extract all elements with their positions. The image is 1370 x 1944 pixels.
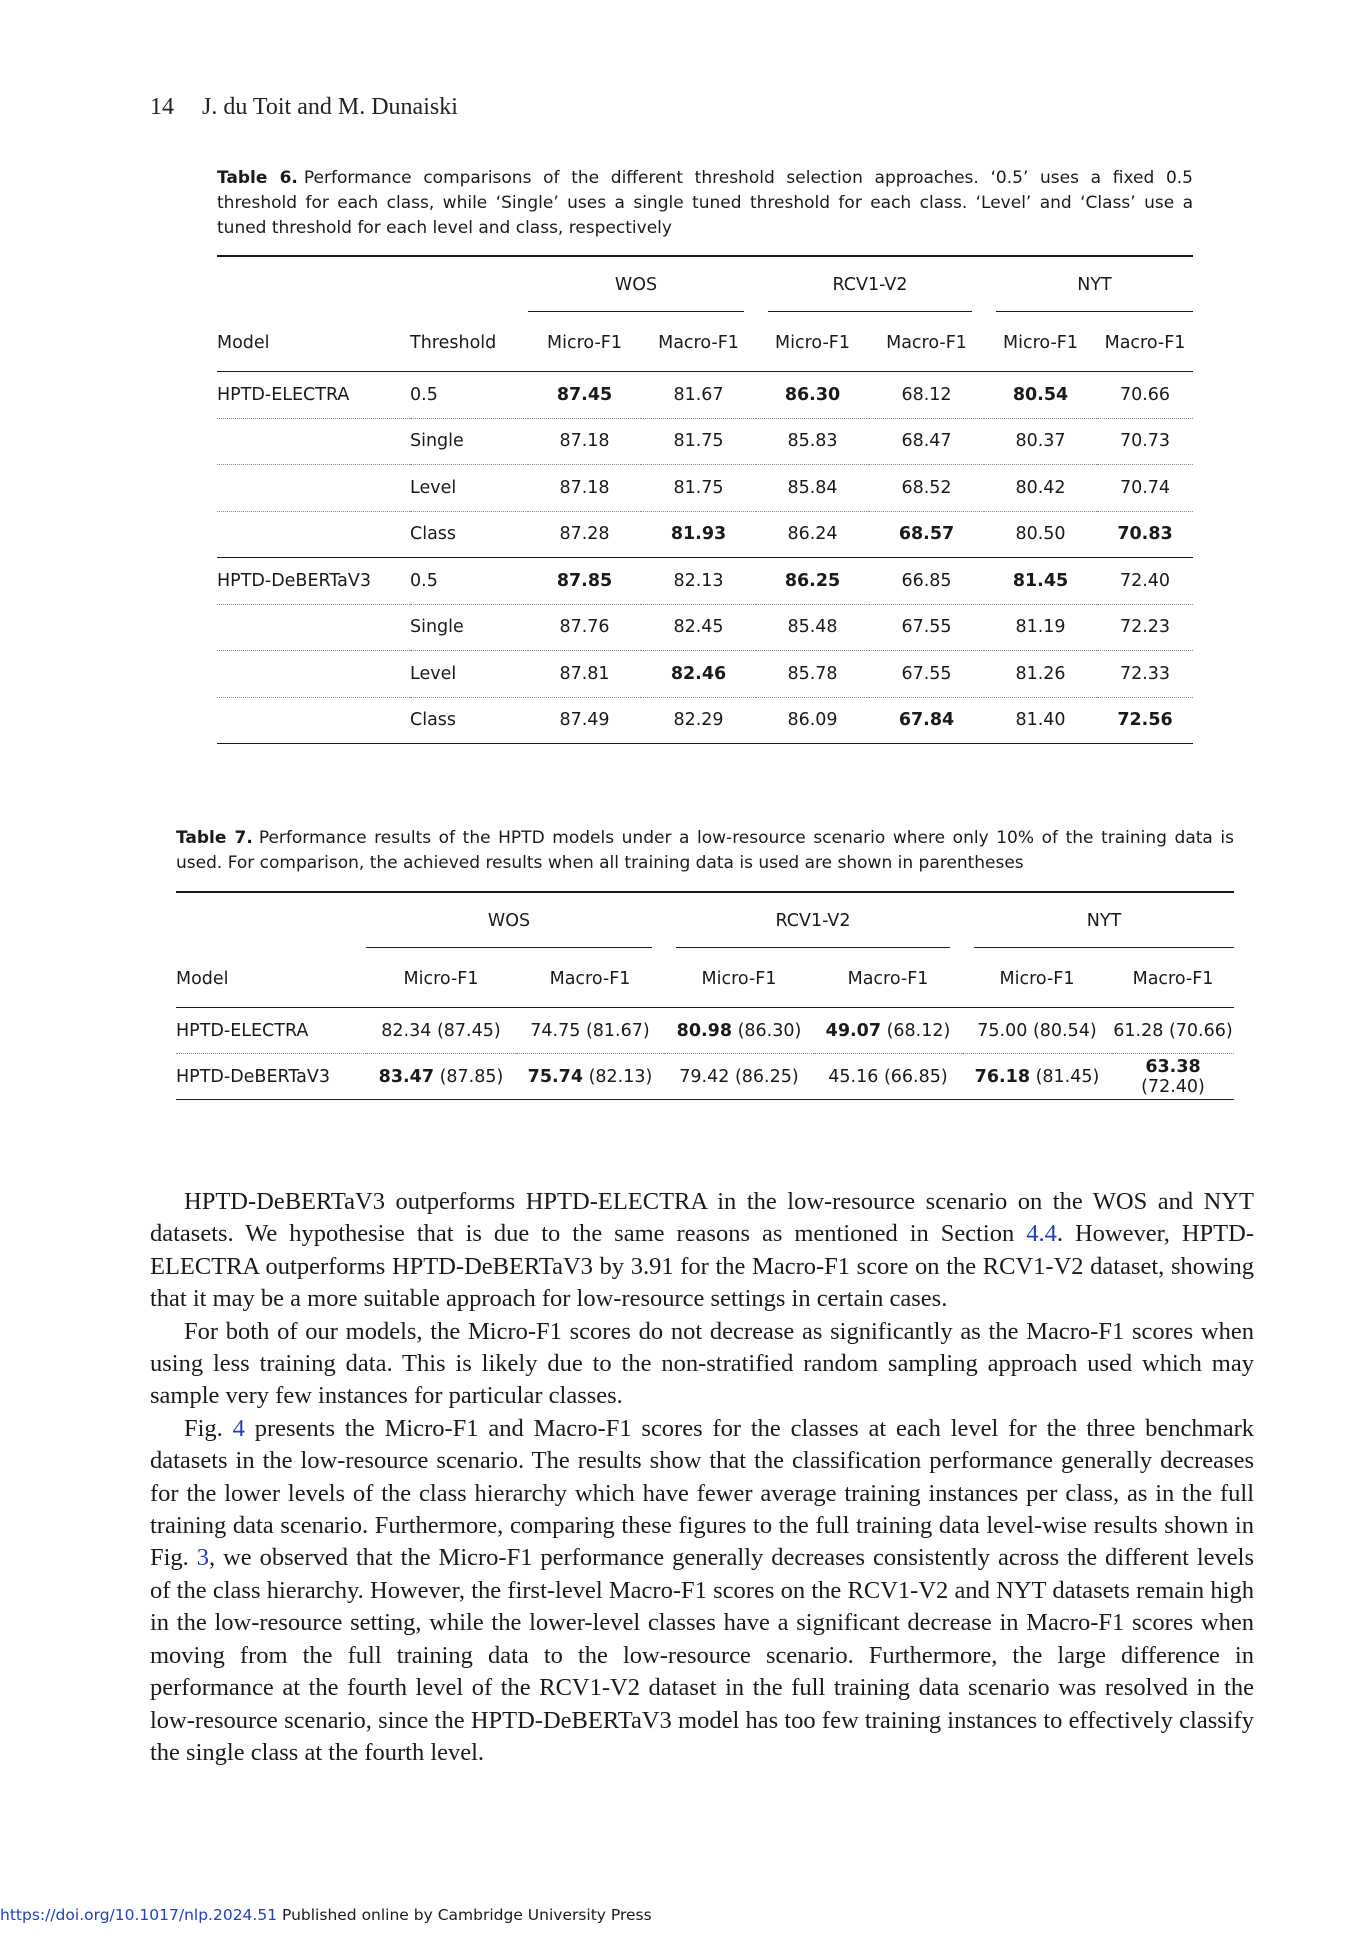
section-ref-link[interactable]: 4.4 <box>1026 1220 1057 1248</box>
table-cell-value: 80.42 <box>984 465 1097 512</box>
table-cell-value: 61.28 (70.66) <box>1112 1008 1234 1054</box>
table-cell-value: 70.83 <box>1097 511 1193 558</box>
table-cell-model: HPTD-ELECTRA <box>176 1008 366 1054</box>
table-cell-value: 81.75 <box>641 465 756 512</box>
table6-caption-text: Performance comparisons of the different threshold selection approaches. ‘0.5’ uses a fixed 0.5 threshold for each class, while ‘Single’ uses a single tuned threshold for each class. ‘Level’ and ‘Class’ use a tuned threshold for each level and class, respectively <box>217 168 1193 238</box>
table7-group-wos: WOS <box>366 911 652 948</box>
table7-col-metric: Macro-F1 <box>1112 951 1234 1008</box>
paragraph: HPTD-DeBERTaV3 outperforms HPTD-ELECTRA in the low-resource scenario on the WOS and NYT datasets. We hypothesise that is due to the same reasons as mentioned in Section 4.4. However, HPTD-ELECTRA outperforms HPTD-DeBERTaV3 by 3.91 for the Macro-F1 score on the RCV1-V2 dataset, showing that it may be a more suitable approach for low-resource settings in certain cases. <box>150 1188 1254 1313</box>
table-cell-value: 86.24 <box>756 511 869 558</box>
figure-ref-link[interactable]: 3 <box>196 1544 210 1572</box>
table-cell-value: 86.25 <box>756 558 869 605</box>
table-cell-value: 87.85 <box>528 558 641 605</box>
table-cell-value: 86.30 <box>756 372 869 419</box>
table-cell-value: 70.73 <box>1097 418 1193 465</box>
table-cell-threshold: Level <box>410 465 528 512</box>
table-row <box>217 604 1193 651</box>
table-cell-value: 82.13 <box>641 558 756 605</box>
table-cell-value: 72.23 <box>1097 604 1193 651</box>
table-row <box>217 511 1193 558</box>
footer <box>0 1906 652 1924</box>
table-cell-threshold: Single <box>410 604 528 651</box>
table-cell-value: 79.42 (86.25) <box>664 1054 814 1100</box>
table-cell-value: 67.55 <box>869 651 984 698</box>
table-cell-value: 86.09 <box>756 697 869 744</box>
table6-label: Table 6. <box>217 168 298 188</box>
figure-ref-link[interactable]: 4 <box>232 1414 245 1442</box>
table-cell-value: 75.00 (80.54) <box>962 1008 1112 1054</box>
table-cell-value: 85.83 <box>756 418 869 465</box>
table-cell-model <box>217 697 410 744</box>
table-cell-value: 72.33 <box>1097 651 1193 698</box>
table6-group-nyt: NYT <box>996 275 1193 312</box>
table-cell-threshold: Class <box>410 697 528 744</box>
paragraph: Fig. 4 presents the Micro-F1 and Macro-F1 scores for the classes at each level for the three benchmark datasets in the low-resource scenario. The results show that the classification performance generally decreases for the lower levels of the class hierarchy which have fewer average training instances per class, as in the full training data scenario. Furthermore, comparing these figures to the full training data level-wise results shown in Fig. 3, we observed that the Micro-F1 performance generally decreases consistently across the different levels of the class hierarchy. However, the first-level Macro-F1 scores on the RCV1-V2 and NYT datasets remain high in the low-resource setting, while the lower-level classes have a significant decrease in Macro-F1 scores when moving from the full training data to the low-resource scenario. Furthermore, the large difference in performance at the fourth level of the RCV1-V2 dataset in the full training data scenario was resolved in the low-resource scenario, since the HPTD-DeBERTaV3 model has too few training instances to effectively classify the single class at the fourth level. <box>150 1414 1255 1766</box>
table-cell-threshold: 0.5 <box>410 372 528 419</box>
table-cell-threshold: Level <box>410 651 528 698</box>
table-cell-threshold: Single <box>410 418 528 465</box>
table-cell-value: 82.34 (87.45) <box>366 1008 516 1054</box>
table6-col-metric: Micro-F1 <box>528 315 641 372</box>
table-row <box>217 465 1193 512</box>
table7-group-rcv1: RCV1-V2 <box>676 911 950 948</box>
table-row <box>217 418 1193 465</box>
table-cell-value: 70.74 <box>1097 465 1193 512</box>
table7-col-metric: Micro-F1 <box>366 951 516 1008</box>
table6-group-rcv1: RCV1-V2 <box>768 275 972 312</box>
table-cell-value: 68.47 <box>869 418 984 465</box>
table-cell-model: HPTD-DeBERTaV3 <box>176 1054 366 1100</box>
table-row <box>176 1054 1234 1100</box>
table-cell-threshold: 0.5 <box>410 558 528 605</box>
table-row <box>217 651 1193 698</box>
table-cell-value: 72.56 <box>1097 697 1193 744</box>
table-row <box>217 372 1193 419</box>
table7-group-nyt: NYT <box>974 911 1234 948</box>
table-cell-value: 70.66 <box>1097 372 1193 419</box>
table-cell-value: 81.93 <box>641 511 756 558</box>
table-cell-model <box>217 511 410 558</box>
table-cell-model <box>217 651 410 698</box>
table7-col-metric: Micro-F1 <box>664 951 814 1008</box>
table-cell-value: 75.74 (82.13) <box>516 1054 664 1100</box>
table-cell-model <box>217 465 410 512</box>
table-cell-value: 87.81 <box>528 651 641 698</box>
table-cell-value: 74.75 (81.67) <box>516 1008 664 1054</box>
table-cell-value: 82.45 <box>641 604 756 651</box>
table-cell-threshold: Class <box>410 511 528 558</box>
table7-col-metric: Micro-F1 <box>962 951 1112 1008</box>
table6-col-metric: Macro-F1 <box>869 315 984 372</box>
table-cell-value: 63.38 (72.40) <box>1112 1054 1234 1100</box>
table-cell-value: 72.40 <box>1097 558 1193 605</box>
table-cell-value: 87.18 <box>528 465 641 512</box>
table-cell-value: 81.26 <box>984 651 1097 698</box>
table6-col-metric: Macro-F1 <box>1097 315 1193 372</box>
table-cell-value: 83.47 (87.85) <box>366 1054 516 1100</box>
table6-col-threshold: Threshold <box>410 315 528 372</box>
table-cell-value: 82.46 <box>641 651 756 698</box>
running-head <box>150 94 458 121</box>
table-cell-value: 87.49 <box>528 697 641 744</box>
table-cell-model: HPTD-DeBERTaV3 <box>217 558 410 605</box>
table7-col-metric: Macro-F1 <box>814 951 962 1008</box>
table-cell-value: 76.18 (81.45) <box>962 1054 1112 1100</box>
table-cell-value: 81.40 <box>984 697 1097 744</box>
table-cell-value: 81.19 <box>984 604 1097 651</box>
table-cell-model <box>217 418 410 465</box>
table-cell-value: 85.48 <box>756 604 869 651</box>
table-cell-value: 87.18 <box>528 418 641 465</box>
table-cell-value: 87.28 <box>528 511 641 558</box>
running-head-authors: J. du Toit and M. Dunaiski <box>202 94 458 120</box>
table-cell-value: 67.55 <box>869 604 984 651</box>
table-cell-value: 49.07 (68.12) <box>814 1008 962 1054</box>
table-cell-value: 45.16 (66.85) <box>814 1054 962 1100</box>
table-row <box>217 558 1193 605</box>
table-cell-value: 80.98 (86.30) <box>664 1008 814 1054</box>
table-cell-value: 87.76 <box>528 604 641 651</box>
table6-col-model: Model <box>217 315 410 372</box>
table-cell-value: 68.52 <box>869 465 984 512</box>
table7 <box>176 891 1234 1100</box>
table-row <box>176 1008 1234 1054</box>
table7-caption-text: Performance results of the HPTD models under a low-resource scenario where only 10% of the training data is used. For comparison, the achieved results when all training data is used are shown in parentheses <box>176 828 1235 873</box>
publisher-note: Published online by Cambridge University Press <box>282 1906 652 1924</box>
table6-group-wos: WOS <box>528 275 744 312</box>
table-cell-value: 81.45 <box>984 558 1097 605</box>
table7-col-metric: Macro-F1 <box>516 951 664 1008</box>
table-row <box>217 697 1193 744</box>
table6-caption <box>217 166 1193 241</box>
table7-col-model: Model <box>176 951 366 1008</box>
table-cell-value: 68.57 <box>869 511 984 558</box>
table-cell-value: 87.45 <box>528 372 641 419</box>
page-number: 14 <box>150 94 174 120</box>
table-cell-value: 80.54 <box>984 372 1097 419</box>
table-cell-value: 81.67 <box>641 372 756 419</box>
table-cell-model: HPTD-ELECTRA <box>217 372 410 419</box>
table-cell-value: 67.84 <box>869 697 984 744</box>
table7-label: Table 7. <box>176 828 253 848</box>
table6-col-metric: Micro-F1 <box>756 315 869 372</box>
body-text <box>150 1186 1254 1769</box>
table6-col-metric: Micro-F1 <box>984 315 1097 372</box>
table-cell-value: 80.37 <box>984 418 1097 465</box>
table-cell-value: 68.12 <box>869 372 984 419</box>
table-cell-model <box>217 604 410 651</box>
table-cell-value: 82.29 <box>641 697 756 744</box>
table-cell-value: 85.78 <box>756 651 869 698</box>
table-cell-value: 85.84 <box>756 465 869 512</box>
paragraph: For both of our models, the Micro-F1 scores do not decrease as significantly as the Macro-F1 scores when using less training data. This is likely due to the non-stratified random sampling approach used which may sample very few instances for particular classes. <box>150 1317 1254 1410</box>
table6 <box>217 255 1193 744</box>
table-cell-value: 80.50 <box>984 511 1097 558</box>
table-cell-value: 66.85 <box>869 558 984 605</box>
doi-link[interactable]: https://doi.org/10.1017/nlp.2024.51 <box>0 1906 278 1924</box>
table6-col-metric: Macro-F1 <box>641 315 756 372</box>
table-cell-value: 81.75 <box>641 418 756 465</box>
table7-caption <box>176 826 1234 876</box>
